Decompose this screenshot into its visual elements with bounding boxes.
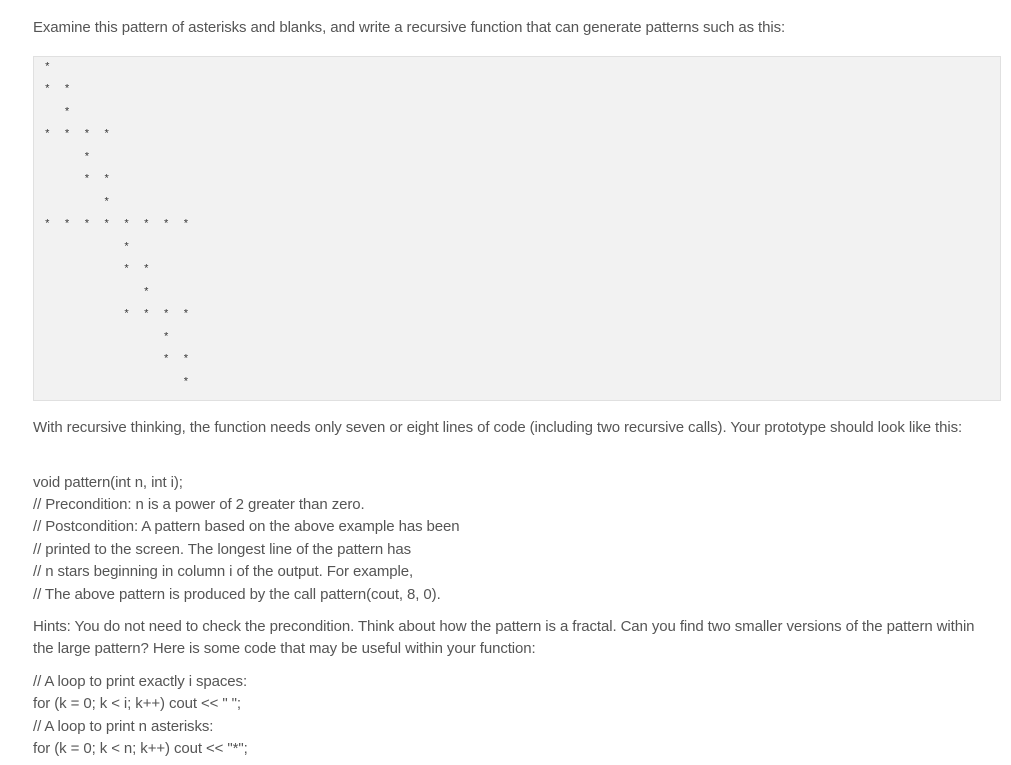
pattern-box (33, 56, 1001, 401)
code-line: // A loop to print exactly i spaces: (33, 673, 248, 690)
pattern-line: * * * * * * * * (44, 219, 190, 231)
prototype-line: // Precondition: n is a power of 2 greater than zero. (33, 496, 365, 513)
code-line: // A loop to print n asterisks: (33, 718, 214, 735)
pattern-line: * (44, 242, 130, 254)
pattern-line: * * (44, 84, 71, 96)
recursion-paragraph: With recursive thinking, the function needs only seven or eight lines of code (including two recursive calls). Your prototype should look like this: (33, 419, 963, 436)
code-line: for (k = 0; k < n; k++) cout << "*"; (33, 740, 248, 757)
pattern-line: * (44, 332, 170, 344)
pattern-line: * * (44, 354, 190, 366)
pattern-line: * (44, 62, 51, 74)
prototype-line: // The above pattern is produced by the call pattern(cout, 8, 0). (33, 586, 441, 603)
pattern-line: * * * * (44, 129, 111, 141)
prototype-line: // n stars beginning in column i of the output. For example, (33, 563, 414, 580)
hints-paragraph: Hints: You do not need to check the precondition. Think about how the pattern is a fractal. Can you find two smaller versions of the pattern within the large pattern? Here is some code that may be useful within your function: (33, 618, 975, 657)
pattern-line: * * * * (44, 309, 190, 321)
intro-paragraph: Examine this pattern of asterisks and blanks, and write a recursive function that can generate patterns such as this: (33, 19, 786, 36)
pattern-line: * (44, 287, 150, 299)
prototype-line: // printed to the screen. The longest line of the pattern has (33, 541, 412, 558)
code-line: for (k = 0; k < i; k++) cout << " "; (33, 695, 241, 712)
pattern-line: * * (44, 174, 111, 186)
prototype-line: void pattern(int n, int i); (33, 474, 183, 491)
pattern-line: * * (44, 264, 150, 276)
pattern-line: * (44, 107, 71, 119)
pattern-line: * (44, 152, 91, 164)
pattern-line: * (44, 377, 190, 389)
prototype-line: // Postcondition: A pattern based on the above example has been (33, 518, 460, 535)
pattern-line: * (44, 197, 111, 209)
